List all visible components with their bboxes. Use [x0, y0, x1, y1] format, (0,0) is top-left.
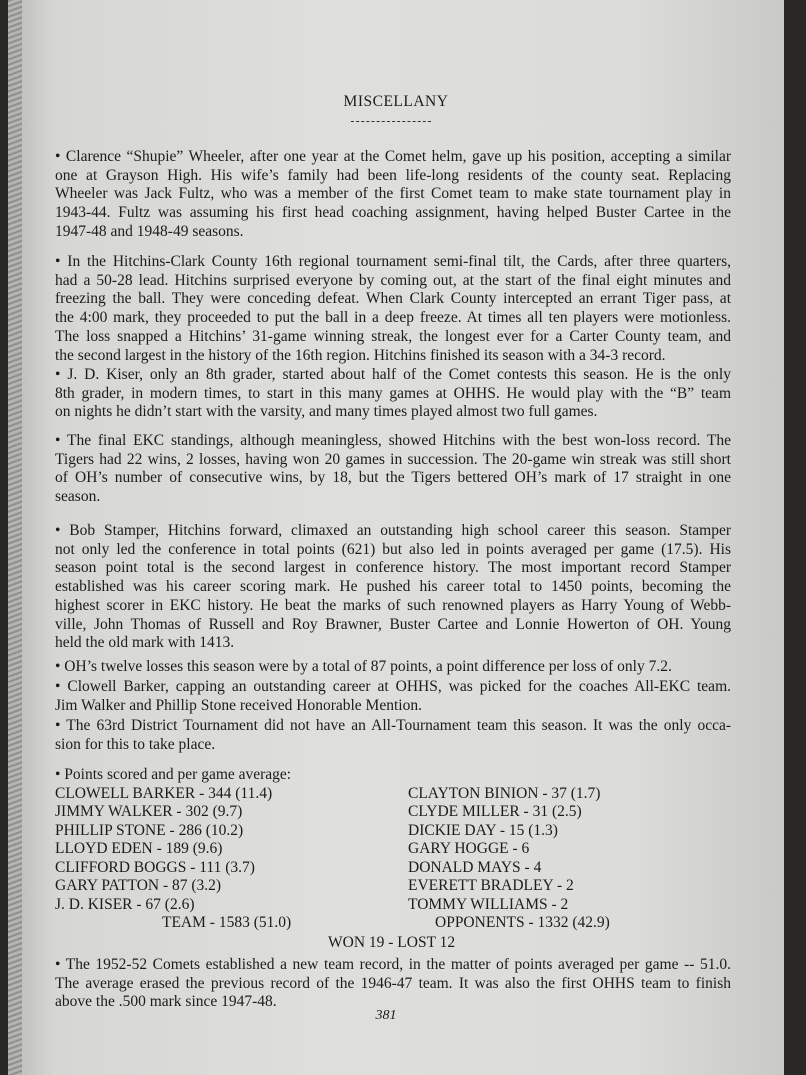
stats-heading: • Points scored and per game average: [55, 766, 292, 783]
paragraph-line: • Clowell Barker, capping an outstanding career at OHHS, was picked for the coaches All-EKC team. [55, 678, 731, 695]
paragraph-line: freezing the ball. They were conceding defeat. When Clark County intercepted an errant Tiger pass, at [55, 290, 731, 308]
paragraph-line: • Bob Stamper, Hitchins forward, climaxed an outstanding high school career this season. Stamper [55, 522, 731, 539]
paragraph-line: • Clarence “Shupie” Wheeler, after one year at the Comet helm, gave up his position, accepting a similar [55, 148, 731, 165]
paragraph-line: not only led the conference in total points (621) but also led in points averaged per game (17.5). His [55, 540, 731, 558]
book-page [8, 0, 784, 1075]
player-stat: TOMMY WILLIAMS - 2 [408, 895, 569, 913]
player-stat: CLYDE MILLER - 31 (2.5) [408, 803, 582, 820]
paragraph-line: The loss snapped a Hitchins’ 31-game winning streak, the longest ever for a Carter County team, and [55, 327, 731, 345]
paragraph [55, 956, 731, 1012]
page-number: 381 [375, 1008, 397, 1023]
paragraph-line: highest scorer in EKC history. He beat the marks of such renowned players as Harry Young of Webb- [55, 596, 731, 614]
paragraph-line: • The 63rd District Tournament did not have an All-Tournament team this season. It was the only occa- [55, 717, 731, 734]
paragraph-line: season point total is the second largest in conference history. The most important record Stamper [55, 559, 731, 577]
paragraph [55, 253, 731, 365]
page-binding-edge [8, 0, 22, 1075]
player-stat: GARY HOGGE - 6 [408, 840, 530, 857]
points-scored-section [55, 766, 731, 951]
player-stat: J. D. KISER - 67 (2.6) [55, 895, 195, 913]
paragraph [55, 148, 731, 242]
team-total: TEAM - 1583 (51.0) [162, 914, 292, 931]
paragraph [55, 522, 731, 653]
opponents-total: OPPONENTS - 1332 (42.9) [435, 914, 610, 931]
player-stat: PHILLIP STONE - 286 (10.2) [55, 821, 244, 839]
stats-left-column [55, 785, 272, 915]
paragraph-line: Jim Walker and Phillip Stone received Honorable Mention. [55, 696, 422, 714]
season-record: WON 19 - LOST 12 [328, 934, 456, 951]
paragraph [55, 432, 731, 507]
stats-right-column [408, 785, 600, 915]
paragraph-line: • The final EKC standings, although meaningless, showed Hitchins with the best won-loss record. The [55, 432, 731, 449]
paragraph-line: the 4:00 mark, they proceeded to put the ball in a deep freeze. At times all ten players were motionless. [55, 309, 731, 327]
player-stat: LLOYD EDEN - 189 (9.6) [55, 840, 223, 857]
paragraph-line: established was his career scoring mark. He pushed his career total to 1450 points, becoming the [55, 578, 731, 596]
paragraph-line: • OH’s twelve losses this season were by a total of 87 points, a point difference per loss of only 7.2. [55, 658, 672, 675]
title-underline [351, 121, 431, 122]
paragraph [55, 717, 731, 754]
paragraph-line: • The 1952-52 Comets established a new team record, in the matter of points averaged per game -- 51.0. [55, 956, 731, 973]
page-title: MISCELLANY [343, 93, 449, 110]
paragraph-line: • In the Hitchins-Clark County 16th regional tournament semi-final tilt, the Cards, after three quarters, [55, 253, 731, 270]
paragraph-line: season. [55, 488, 101, 506]
paragraph-line: sion for this to take place. [55, 735, 216, 753]
paragraph-line: 1947-48 and 1948-49 seasons. [55, 222, 244, 240]
player-stat: CLIFFORD BOGGS - 111 (3.7) [55, 858, 255, 876]
player-stat: CLAYTON BINION - 37 (1.7) [408, 784, 601, 802]
paragraph-line: the second largest in the history of the 16th region. Hitchins finished its season with a 34-3 record. [55, 346, 666, 364]
player-stat: DICKIE DAY - 15 (1.3) [408, 821, 558, 839]
player-stat: GARY PATTON - 87 (3.2) [55, 877, 222, 894]
player-stat: JIMMY WALKER - 302 (9.7) [55, 803, 243, 820]
paragraph-line: Wheeler was Jack Fultz, who was a member of the first Comet team to make state tournament play in [55, 185, 731, 203]
paragraph [55, 678, 731, 715]
paragraph-line: Tigers had 22 wins, 2 losses, having won 20 games in succession. The 20-game win streak was still short [55, 450, 731, 468]
paragraph-line: • J. D. Kiser, only an 8th grader, started about half of the Comet contests this season. He is the only [55, 366, 731, 383]
player-stat: CLOWELL BARKER - 344 (11.4) [55, 784, 273, 802]
paragraph [55, 658, 731, 677]
player-stat: EVERETT BRADLEY - 2 [408, 877, 574, 894]
paragraph-line: 1943-44. Fultz was assuming his first head coaching assignment, having helped Buster Cartee in the [55, 204, 731, 222]
paragraph-line: on nights he didn’t start with the varsity, and many times played almost two full games. [55, 403, 598, 421]
paragraph-line: held the old mark with 1413. [55, 634, 235, 652]
paragraph-line: one at Grayson High. His wife’s family had been life-long residents of the county seat. Replacing [55, 166, 731, 184]
player-stat: DONALD MAYS - 4 [408, 858, 542, 876]
paragraph [55, 366, 731, 422]
paragraph-line: ville, John Thomas of Russell and Roy Brawner, Buster Cartee and Lonnie Howerton of OH. Young [55, 615, 731, 633]
paragraph-line: 8th grader, in modern times, to start in this many games at OHHS. He would play with the “B” team [55, 384, 731, 402]
paragraph-line: had a 50-28 lead. Hitchins surprised everyone by coming out, at the start of the final eight minutes and [55, 271, 731, 289]
paragraph-line: above the .500 mark since 1947-48. [55, 993, 277, 1011]
paragraph-line: The average erased the previous record of the 1946-47 team. It was also the first OHHS team to finish [55, 974, 731, 992]
paragraph-line: of OH’s number of consecutive wins, by 18, but the Tigers bettered OH’s mark of 17 straight in one [55, 469, 731, 487]
